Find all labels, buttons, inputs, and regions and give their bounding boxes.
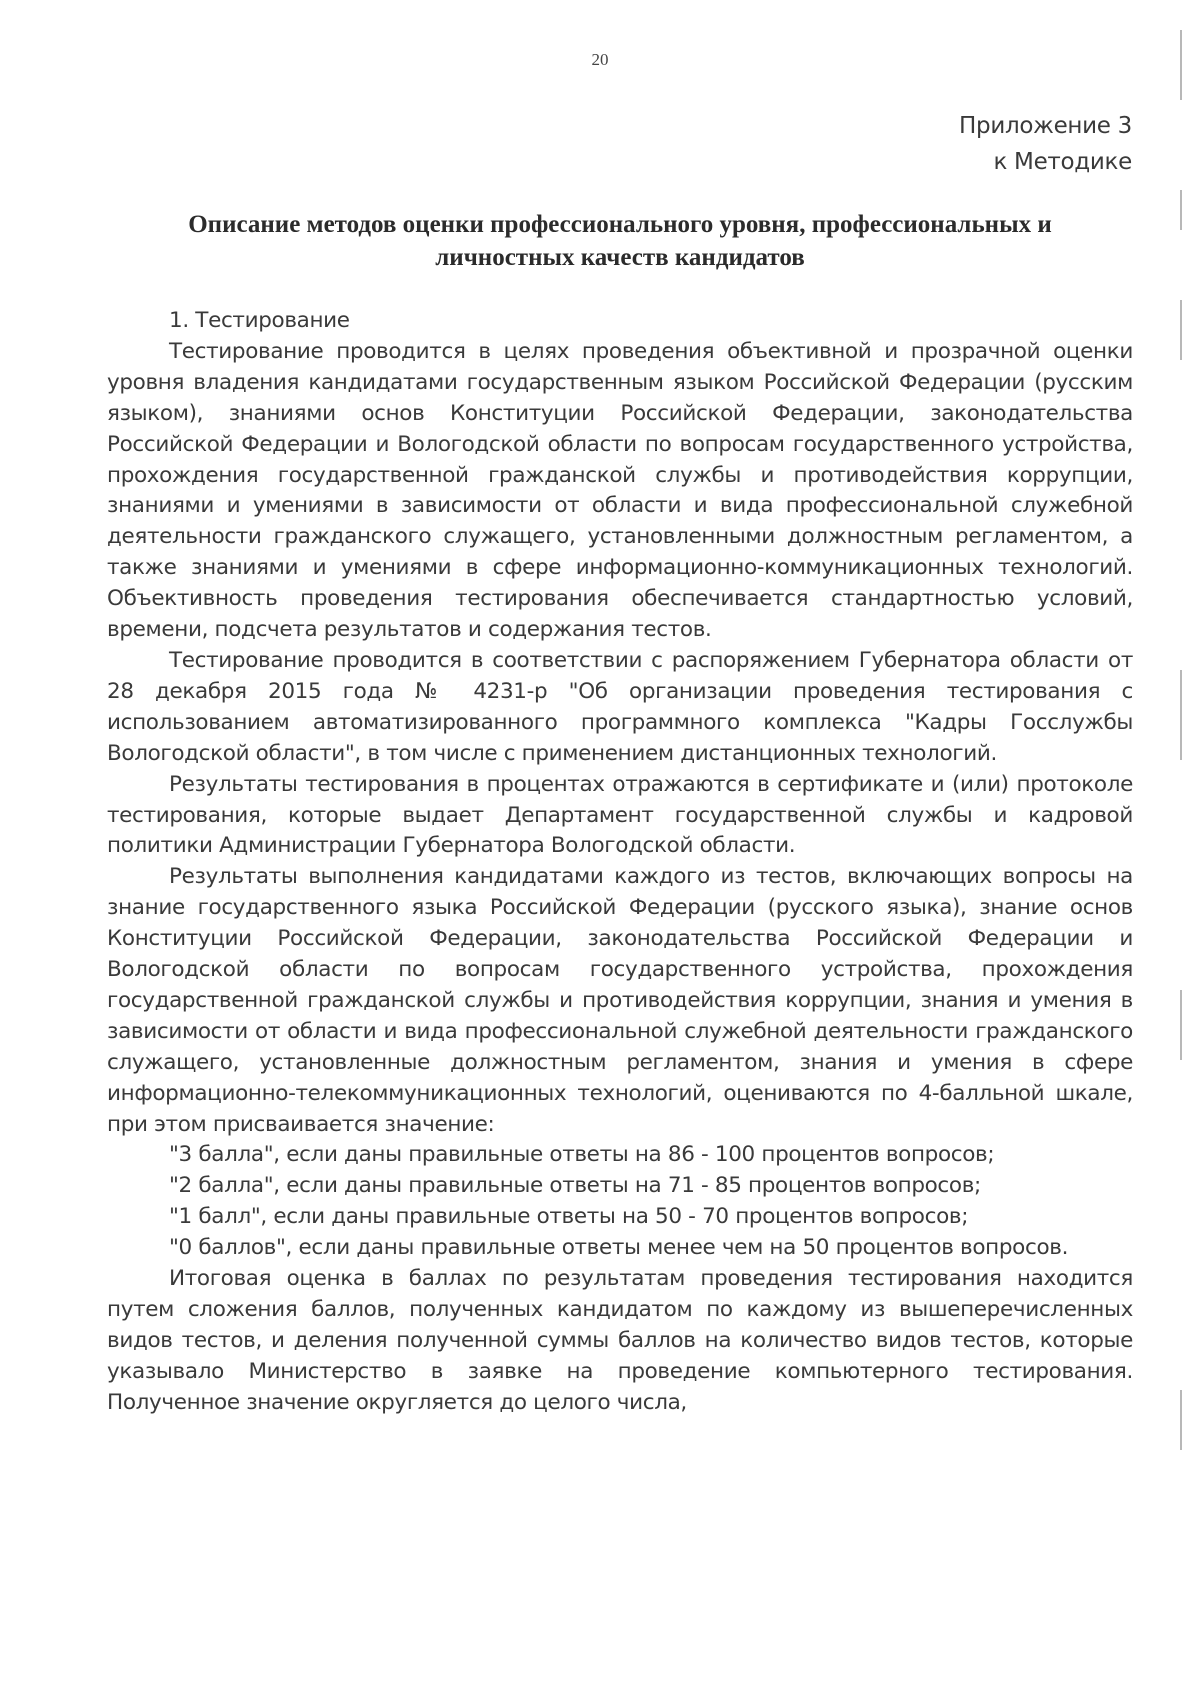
score-item: "2 балла", если даны правильные ответы на 71 - 85 процентов вопросов; [169,1173,981,1199]
section-heading: 1. Тестирование [169,308,350,333]
document-title [105,208,1135,274]
paragraph: Результаты тестирования в процентах отражаются в сертификате и (или) протоколе тестирования, которые выдает Департамент государственной службы и кадровой политики Администрации Губернатора Вологодской области. [107,771,1133,859]
scan-edge-mark [1180,1390,1182,1450]
paragraph: Тестирование проводится в целях проведения объективной и прозрачной оценки уровня владения кандидатами государственным языком Российской Федерации (русским языком), знаниями основ Конституции Российской Федерации, законодательства Российской Федерации и Вологодской области по вопросам государственного устройства, прохождения государственной гражданской службы и противодействия коррупции, знаниями и умениями в зависимости от области и вида профессиональной служебной деятельности гражданского служащего, установленными должностным регламентом, а также знаниями и умениями в сфере информационно-коммуникационных технологий. Объективность проведения тестирования обеспечивается стандартностью условий, времени, подсчета результатов и содержания тестов. [107,338,1133,643]
score-item: "0 баллов", если даны правильные ответы менее чем на 50 процентов вопросов. [169,1235,1069,1261]
scan-edge-mark [1180,990,1182,1060]
appendix-line: к Методике [993,149,1132,175]
scan-edge-mark [1180,190,1182,230]
paragraph: Итоговая оценка в баллах по результатам проведения тестирования находится путем сложения баллов, полученных кандидатом по каждому из вышеперечисленных видов тестов, и деления полученной суммы баллов на количество видов тестов, которые указывало Министерство в заявке на проведение компьютерного тестирования. Полученное значение округляется до целого числа, [107,1266,1133,1415]
title-line: Описание методов оценки профессионального уровня, профессиональных и [188,211,1052,238]
appendix-line: Приложение 3 [959,113,1132,139]
scan-edge-mark [1180,670,1182,760]
page-number: 20 [591,50,609,69]
document-body [107,306,1133,1419]
score-item: "3 балла", если даны правильные ответы на 86 - 100 процентов вопросов; [169,1142,995,1168]
appendix-reference [959,108,1132,180]
paragraph: Результаты выполнения кандидатами каждого из тестов, включающих вопросы на знание государственного языка Российской Федерации (русского языка), знание основ Конституции Российской Федерации, законодательства Российской Федерации и Вологодской области по вопросам государственного устройства, прохождения государственной гражданской службы и противодействия коррупции, знания и умения в зависимости от области и вида профессиональной служебной деятельности гражданского служащего, установленные должностным регламентом, знания и умения в сфере информационно-телекоммуникационных технологий, оцениваются по 4-балльной шкале, при этом присваивается значение: [107,864,1133,1137]
scan-edge-mark [1180,300,1182,360]
score-item: "1 балл", если даны правильные ответы на 50 - 70 процентов вопросов; [169,1204,969,1230]
paragraph: Тестирование проводится в соответствии с распоряжением Губернатора области от 28 декабря 2015 года № 4231-р "Об организации проведения тестирования с использованием автоматизированного программного комплекса "Кадры Госслужбы Вологодской области", в том числе с применением дистанционных технологий. [107,647,1133,766]
title-line: личностных качеств кандидатов [435,244,805,271]
